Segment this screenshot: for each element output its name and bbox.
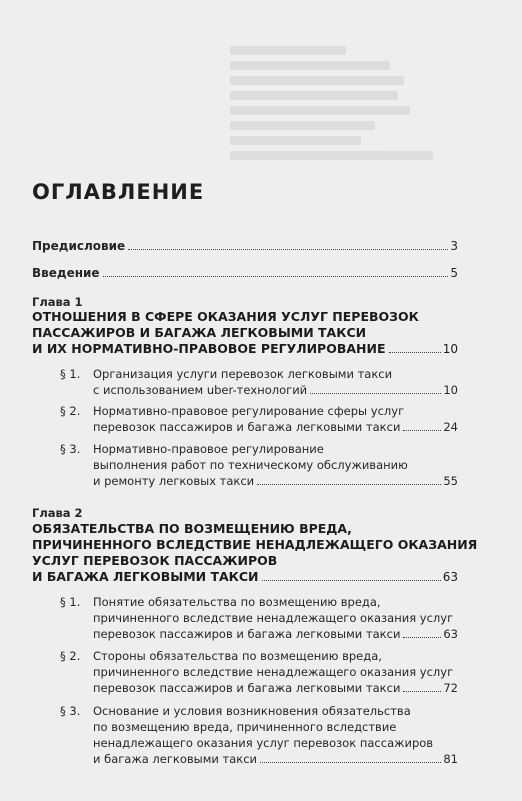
section-number: § 2.	[60, 404, 81, 418]
chapter-title-line: ПРИЧИНЕННОГО ВСЛЕДСТВИЕ НЕНАДЛЕЖАЩЕГО ОКАЗАНИЯ	[32, 537, 478, 552]
section-line: причиненного вследствие ненадлежащего оказания услуг	[93, 611, 454, 625]
page-number: 10	[443, 383, 458, 397]
chapter-title-line: ОБЯЗАТЕЛЬСТВА ПО ВОЗМЕЩЕНИЮ ВРЕДА,	[32, 521, 352, 536]
section-number: § 1.	[60, 595, 81, 609]
toc-section[interactable]	[60, 703, 458, 767]
entry-label: Введение	[32, 266, 100, 280]
toc-section[interactable]	[60, 441, 458, 489]
chapter-title-line: И ИХ НОРМАТИВНО-ПРАВОВОЕ РЕГУЛИРОВАНИЕ	[32, 341, 386, 356]
section-line: Организация услуги перевозок легковыми такси	[93, 367, 393, 381]
page-number: 55	[443, 474, 458, 488]
section-line: Основание и условия возникновения обязательства	[93, 704, 411, 718]
page-number: 5	[450, 266, 458, 280]
toc-entry-intro[interactable]	[32, 265, 458, 282]
page-number: 81	[443, 752, 458, 766]
dot-leader	[310, 393, 441, 394]
chapter-title[interactable]	[32, 521, 478, 585]
toc-heading: ОГЛАВЛЕНИЕ	[32, 180, 205, 204]
page-number: 24	[443, 420, 458, 434]
page-number: 63	[443, 627, 458, 641]
dot-leader	[262, 580, 441, 581]
section-line: перевозок пассажиров и багажа легковыми такси	[93, 681, 401, 695]
dot-leader	[128, 249, 448, 250]
chapter-label: Глава 2	[32, 506, 83, 520]
section-line: и багажа легковыми такси	[93, 752, 258, 766]
dot-leader	[260, 762, 441, 763]
chapter-title-line: И БАГАЖА ЛЕГКОВЫМИ ТАКСИ	[32, 569, 259, 584]
chapter-title[interactable]	[32, 309, 458, 357]
section-line: по возмещению вреда, причиненного вследствие	[93, 720, 397, 734]
section-line: Стороны обязательства по возмещению вреда,	[93, 649, 382, 663]
dot-leader	[403, 691, 441, 692]
dot-leader	[103, 276, 449, 277]
toc-section[interactable]	[60, 366, 458, 398]
page-number: 72	[443, 681, 458, 695]
chapter-label: Глава 1	[32, 295, 83, 309]
dot-leader	[403, 637, 441, 638]
entry-label: Предисловие	[32, 239, 126, 253]
chapter-title-line: ОТНОШЕНИЯ В СФЕРЕ ОКАЗАНИЯ УСЛУГ ПЕРЕВОЗОК	[32, 309, 419, 324]
section-line: Нормативно-правовое регулирование сферы услуг	[93, 404, 405, 418]
section-line: выполнения работ по техническому обслуживанию	[93, 458, 408, 472]
toc-section[interactable]	[60, 403, 458, 435]
page-number: 63	[442, 570, 458, 584]
section-line: причиненного вследствие ненадлежащего оказания услуг	[93, 665, 454, 679]
section-line: перевозок пассажиров и багажа легковыми такси	[93, 627, 401, 641]
page-number: 10	[442, 342, 458, 356]
chapter-title-line: УСЛУГ ПЕРЕВОЗОК ПАССАЖИРОВ	[32, 553, 278, 568]
section-line: и ремонту легковых такси	[93, 474, 255, 488]
section-number: § 2.	[60, 649, 81, 663]
show-through-text	[230, 40, 520, 240]
section-number: § 3.	[60, 442, 81, 456]
section-line: перевозок пассажиров и багажа легковыми такси	[93, 420, 401, 434]
page-number: 3	[450, 239, 458, 253]
dot-leader	[257, 484, 441, 485]
section-number: § 1.	[60, 367, 81, 381]
toc-section[interactable]	[60, 648, 458, 696]
chapter-title-line: ПАССАЖИРОВ И БАГАЖА ЛЕГКОВЫМИ ТАКСИ	[32, 325, 367, 340]
section-line: ненадлежащего оказания услуг перевозок пассажиров	[93, 736, 434, 750]
dot-leader	[403, 430, 441, 431]
toc-section[interactable]	[60, 594, 458, 642]
section-line: Нормативно-правовое регулирование	[93, 442, 324, 456]
toc-entry-preface[interactable]	[32, 238, 458, 255]
section-number: § 3.	[60, 704, 81, 718]
section-line: с использованием uber-технологий	[93, 383, 308, 397]
section-line: Понятие обязательства по возмещению вреда,	[93, 595, 381, 609]
dot-leader	[389, 352, 441, 353]
